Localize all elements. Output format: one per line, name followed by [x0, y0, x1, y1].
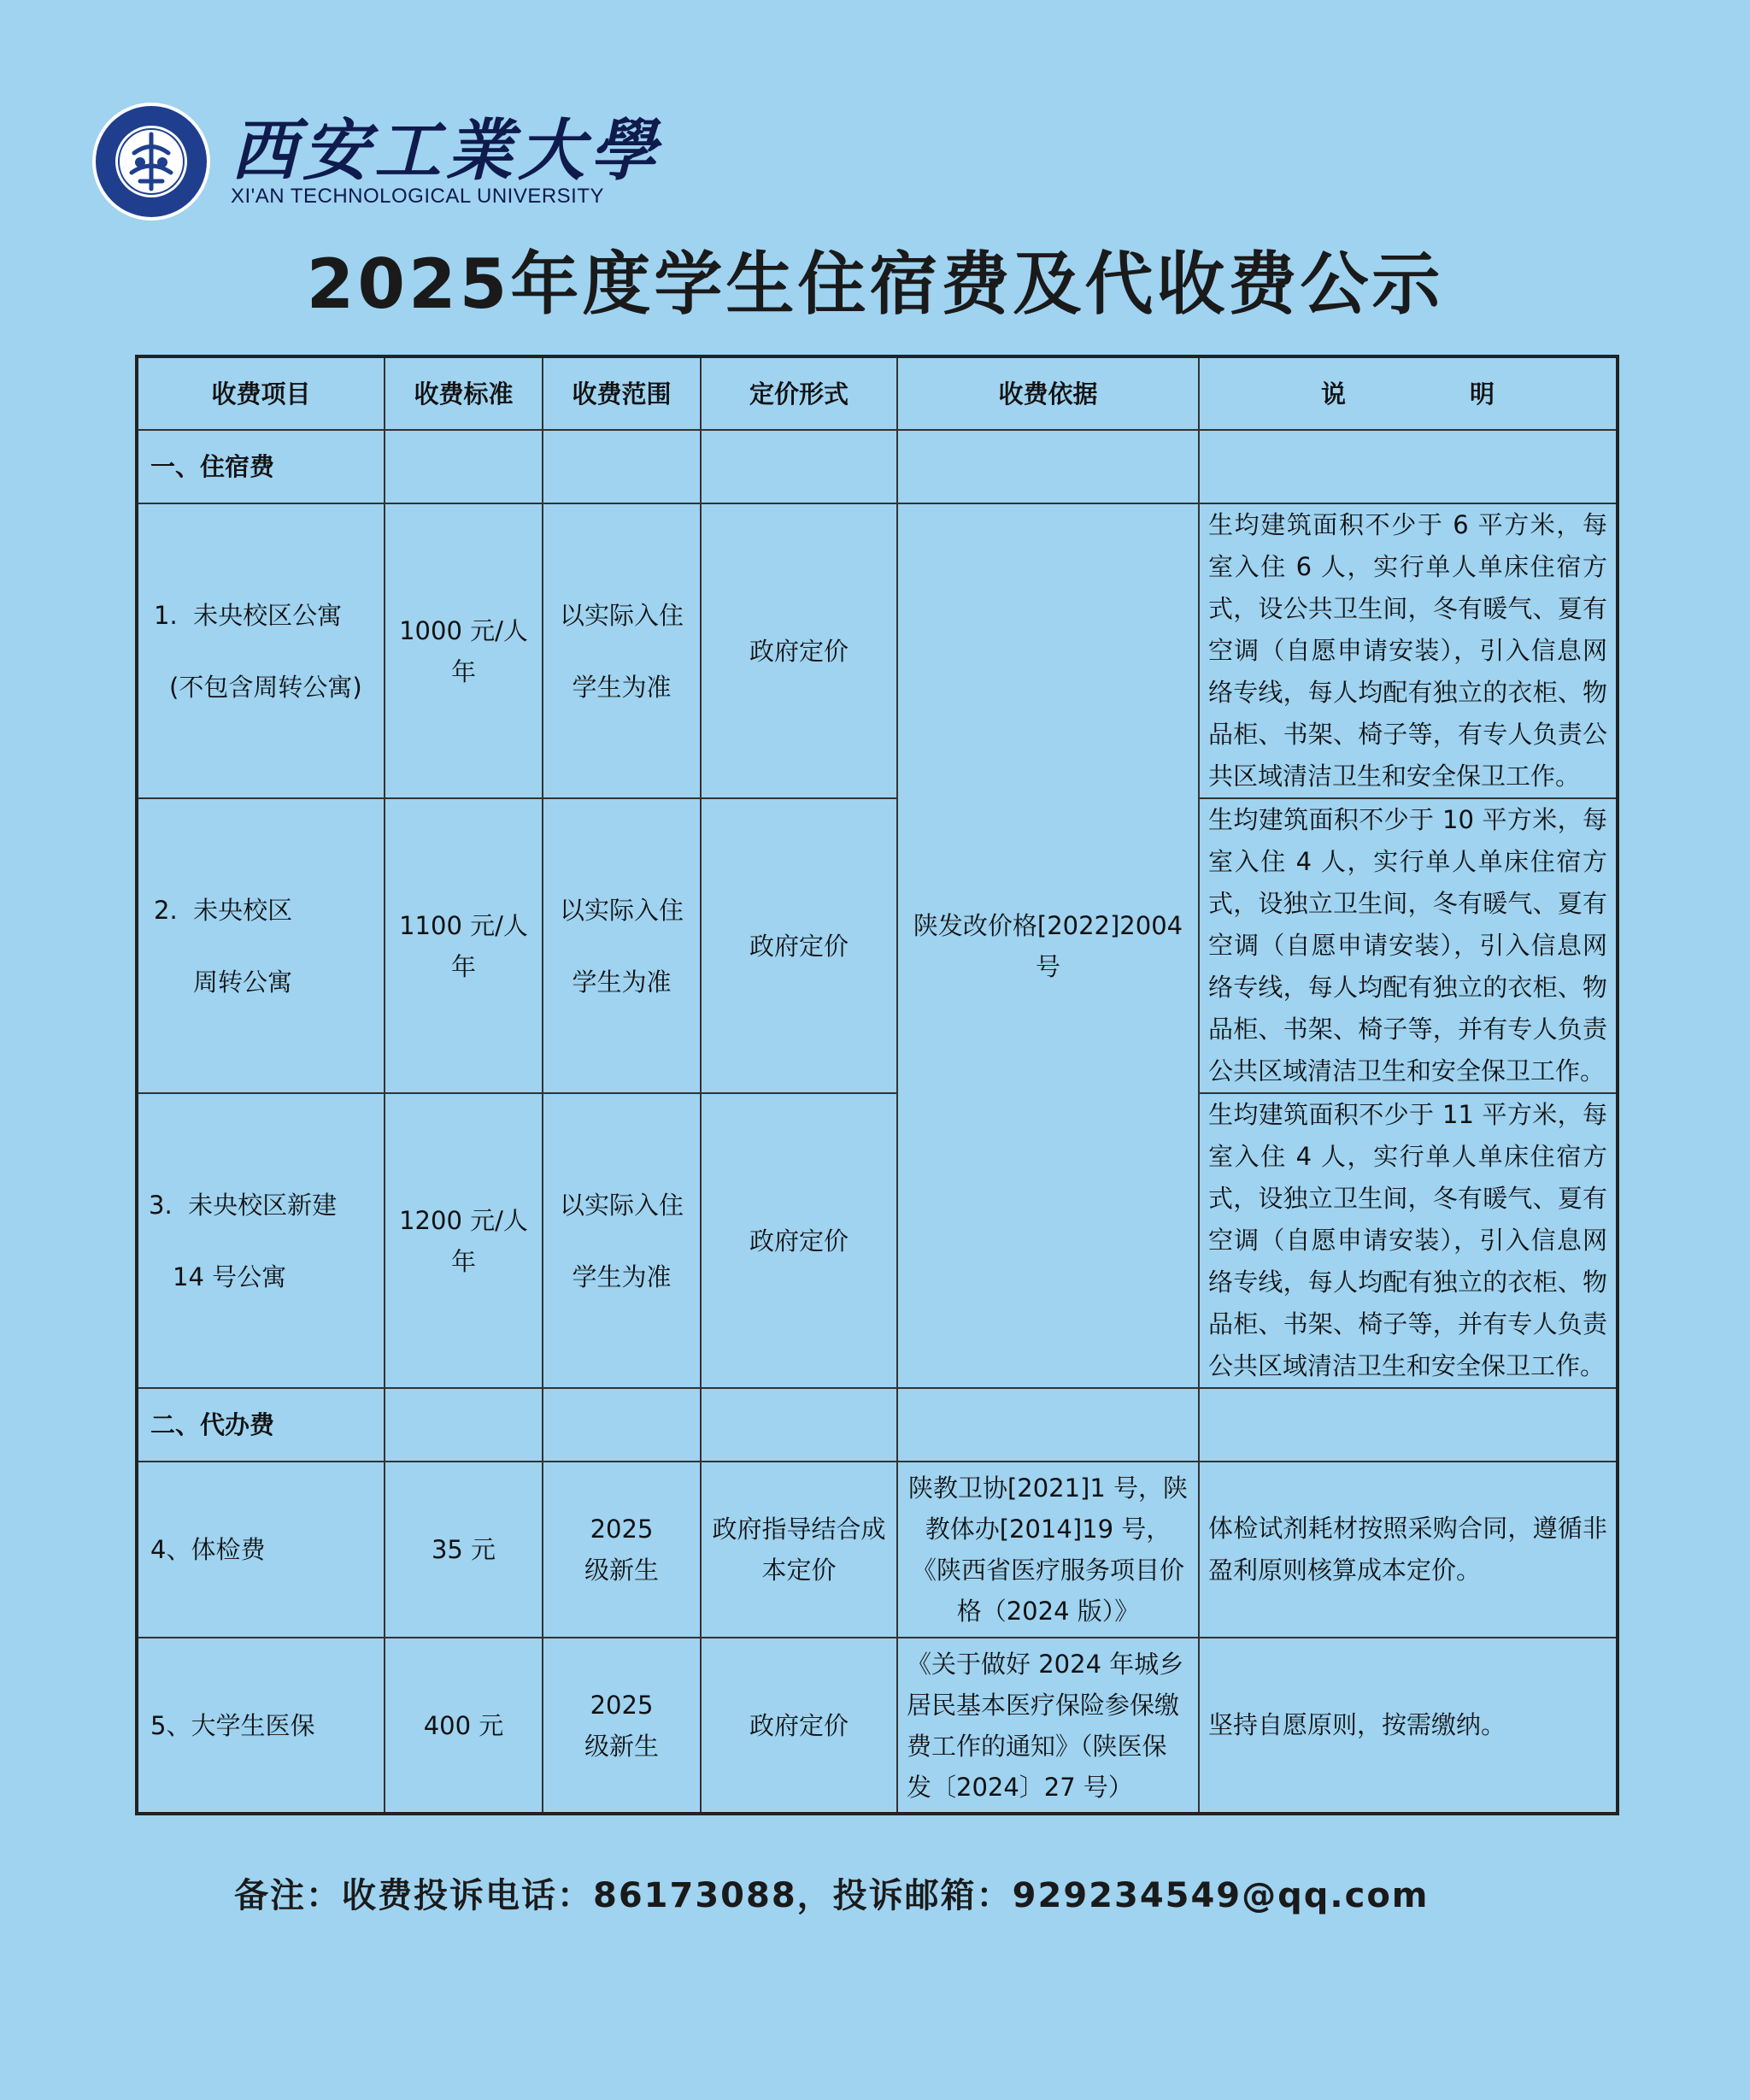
table-row: [137, 1462, 1618, 1638]
empty-cell: [1199, 1388, 1618, 1462]
description-cell: 体检试剂耗材按照采购合同，遵循非盈利原则核算成本定价。: [1199, 1462, 1618, 1638]
empty-cell: [897, 1388, 1199, 1462]
item-line1: 1. 未央校区公寓: [154, 600, 343, 630]
empty-cell: [543, 430, 701, 503]
basis-cell: 《关于做好 2024 年城乡居民基本医疗保险参保缴费工作的通知》（陕医保发〔2024〕27 号）: [897, 1638, 1199, 1814]
header-pricing: 定价形式: [701, 356, 897, 430]
standard-cell: 400 元: [385, 1638, 543, 1814]
header-item: 收费项目: [137, 356, 385, 430]
university-name-en: XI'AN TECHNOLOGICAL UNIVERSITY: [231, 185, 605, 208]
table-row: [137, 798, 1618, 1093]
pricing-cell: 政府定价: [701, 798, 897, 1093]
item-cell: [137, 798, 385, 1093]
header-scope: 收费范围: [543, 356, 701, 430]
table-header-row: [137, 356, 1618, 430]
empty-cell: [543, 1388, 701, 1462]
description-cell: 坚持自愿原则，按需缴纳。: [1199, 1638, 1618, 1814]
scope-cell: 2025 级新生: [543, 1462, 701, 1638]
item-line2: 14 号公寓: [173, 1262, 287, 1291]
standard-cell: 1200 元/人年: [385, 1093, 543, 1388]
section-label: 二、代办费: [137, 1388, 385, 1462]
header-description: 说 明: [1199, 356, 1618, 430]
footer-note: 备注：收费投诉电话：86173088，投诉邮箱：929234549@qq.com: [234, 1876, 1430, 1915]
basis-cell: 陕发改价格[2022]2004 号: [897, 503, 1199, 1388]
item-cell: 4、体检费: [137, 1462, 385, 1638]
item-cell: [137, 503, 385, 798]
empty-cell: [1199, 430, 1618, 503]
page-title: 2025年度学生住宿费及代收费公示: [306, 244, 1444, 324]
table-row: [137, 1638, 1618, 1814]
empty-cell: [385, 1388, 543, 1462]
university-header: [92, 96, 662, 215]
item-line1: 2. 未央校区: [154, 895, 293, 925]
pricing-cell: 政府定价: [701, 503, 897, 798]
description-cell: 生均建筑面积不少于 10 平方米，每室入住 4 人，实行单人单床住宿方式，设独立卫生间，冬有暖气、夏有空调（自愿申请安装），引入信息网络专线，每人均配有独立的衣柜、物品柜、书架、椅子等，并有专人负责公共区域清洁卫生和安全保卫工作。: [1199, 798, 1618, 1093]
header-standard: 收费标准: [385, 356, 543, 430]
description-cell: 生均建筑面积不少于 11 平方米，每室入住 4 人，实行单人单床住宿方式，设独立卫生间，冬有暖气、夏有空调（自愿申请安装），引入信息网络专线，每人均配有独立的衣柜、物品柜、书架、椅子等，并有专人负责公共区域清洁卫生和安全保卫工作。: [1199, 1093, 1618, 1388]
item-cell: [137, 1093, 385, 1388]
standard-cell: 1000 元/人年: [385, 503, 543, 798]
pricing-cell: 政府指导结合成本定价: [701, 1462, 897, 1638]
item-line1: 3. 未央校区新建: [149, 1190, 338, 1220]
scope-cell: 以实际入住学生为准: [543, 503, 701, 798]
empty-cell: [701, 430, 897, 503]
standard-cell: 35 元: [385, 1462, 543, 1638]
scope-cell: 2025 级新生: [543, 1638, 701, 1814]
university-name-cn: 西安工業大學: [231, 112, 662, 190]
seal-graphic: [96, 106, 207, 217]
standard-cell: 1100 元/人年: [385, 798, 543, 1093]
section-label: 一、住宿费: [137, 430, 385, 503]
scope-cell: 以实际入住学生为准: [543, 798, 701, 1093]
empty-cell: [701, 1388, 897, 1462]
empty-cell: [385, 430, 543, 503]
university-seal-icon: [92, 103, 210, 221]
section-row-agency: [137, 1388, 1618, 1462]
pricing-cell: 政府定价: [701, 1638, 897, 1814]
table-row: [137, 1093, 1618, 1388]
item-line2: 周转公寓: [193, 967, 293, 997]
scope-cell: 以实际入住学生为准: [543, 1093, 701, 1388]
fee-table: [135, 355, 1619, 1815]
item-line2: (不包含周转公寓): [169, 672, 362, 702]
item-cell: 5、大学生医保: [137, 1638, 385, 1814]
basis-cell: 陕教卫协[2021]1 号，陕教体办[2014]19 号，《陕西省医疗服务项目价格（2024 版）》: [897, 1462, 1199, 1638]
table-row: [137, 503, 1618, 798]
empty-cell: [897, 430, 1199, 503]
pricing-cell: 政府定价: [701, 1093, 897, 1388]
header-basis: 收费依据: [897, 356, 1199, 430]
description-cell: 生均建筑面积不少于 6 平方米，每室入住 6 人，实行单人单床住宿方式，设公共卫生间，冬有暖气、夏有空调（自愿申请安装），引入信息网络专线，每人均配有独立的衣柜、物品柜、书架、椅子等，有专人负责公共区域清洁卫生和安全保卫工作。: [1199, 503, 1618, 798]
section-row-dorm: [137, 430, 1618, 503]
